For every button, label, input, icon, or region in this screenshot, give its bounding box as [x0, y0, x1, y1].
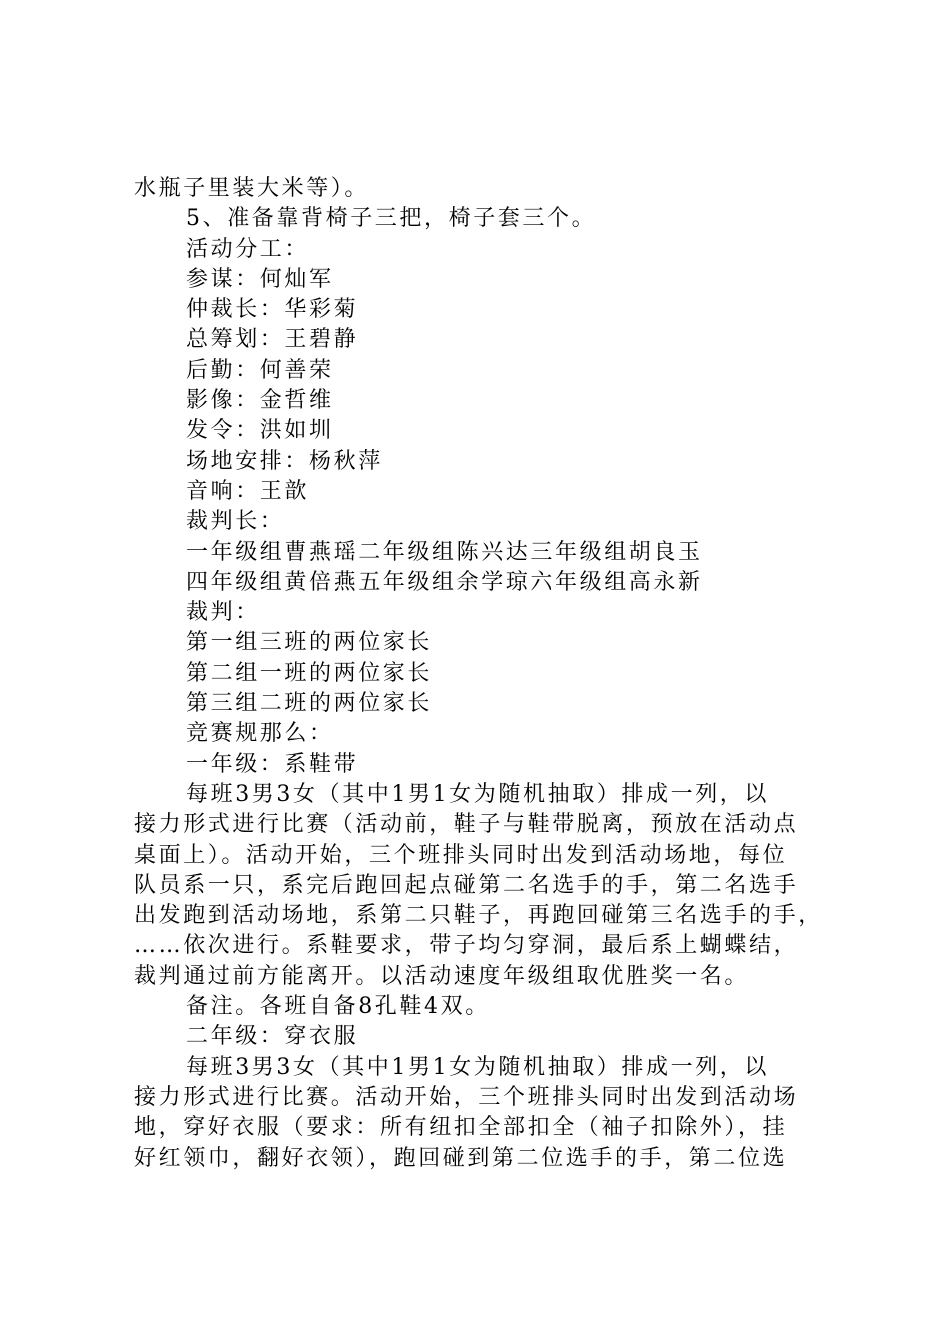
text-line: 四年级组黄倍燕五年级组余学琼六年级组高永新 [186, 569, 703, 595]
text-line: 队员系一只，系完后跑回起点碰第二名选手的手，第二名选手 [134, 872, 799, 898]
text-line: 裁判通过前方能离开。以活动速度年级组取优胜奖一名。 [134, 963, 750, 989]
text-line: 桌面上）。活动开始，三个班排头同时出发到活动场地，每位 [134, 842, 788, 868]
text-line: 出发跑到活动场地，系第二只鞋子，再跑回碰第三名选手的手， [134, 903, 823, 929]
text-line: 第二组一班的两位家长 [186, 660, 433, 686]
text-line: 裁判长： [186, 509, 285, 535]
text-line: 音响：王歆 [186, 478, 310, 504]
text-line: 接力形式进行比赛（活动前，鞋子与鞋带脱离，预放在活动点 [134, 812, 799, 838]
text-line: 第一组三班的两位家长 [186, 630, 433, 656]
text-line: 接力形式进行比赛。活动开始，三个班排头同时出发到活动场 [134, 1084, 799, 1110]
text-line: 好红领巾，翻好衣领），跑回碰到第二位选手的手，第二位选 [134, 1145, 788, 1171]
text-line: 裁判： [186, 600, 260, 626]
text-line: 第三组二班的两位家长 [186, 691, 433, 717]
text-line: 仲裁长：华彩菊 [186, 297, 359, 323]
text-line: 每班3男3女（其中1男1女为随机抽取）排成一列，以 [186, 1054, 769, 1080]
text-line: ……依次进行。系鞋要求，带子均匀穿洞，最后系上蝴蝶结， [134, 933, 799, 959]
text-line: 竞赛规那么： [186, 721, 334, 747]
text-line: 一年级：系鞋带 [186, 751, 359, 777]
text-line: 5、准备靠背椅子三把，椅子套三个。 [186, 206, 597, 232]
text-line: 备注。各班自备8孔鞋4双。 [186, 994, 490, 1020]
text-line: 场地安排：杨秋萍 [186, 448, 383, 474]
text-line: 水瓶子里装大米等）。 [134, 176, 370, 201]
text-line: 一年级组曹燕瑶二年级组陈兴达三年级组胡良玉 [186, 539, 703, 565]
text-line: 总筹划：王碧静 [186, 327, 359, 353]
text-line: 参谋：何灿军 [186, 266, 334, 292]
text-line: 活动分工： [186, 236, 310, 262]
document-body [134, 174, 824, 1174]
text-line: 后勤：何善荣 [186, 357, 334, 383]
text-line: 发令：洪如圳 [186, 418, 334, 444]
text-line: 影像：金哲维 [186, 388, 334, 414]
text-line: 二年级：穿衣服 [186, 1024, 359, 1050]
text-line: 每班3男3女（其中1男1女为随机抽取）排成一列，以 [186, 781, 769, 807]
text-line: 地，穿好衣服（要求：所有纽扣全部扣全（袖子扣除外），挂 [134, 1115, 788, 1141]
